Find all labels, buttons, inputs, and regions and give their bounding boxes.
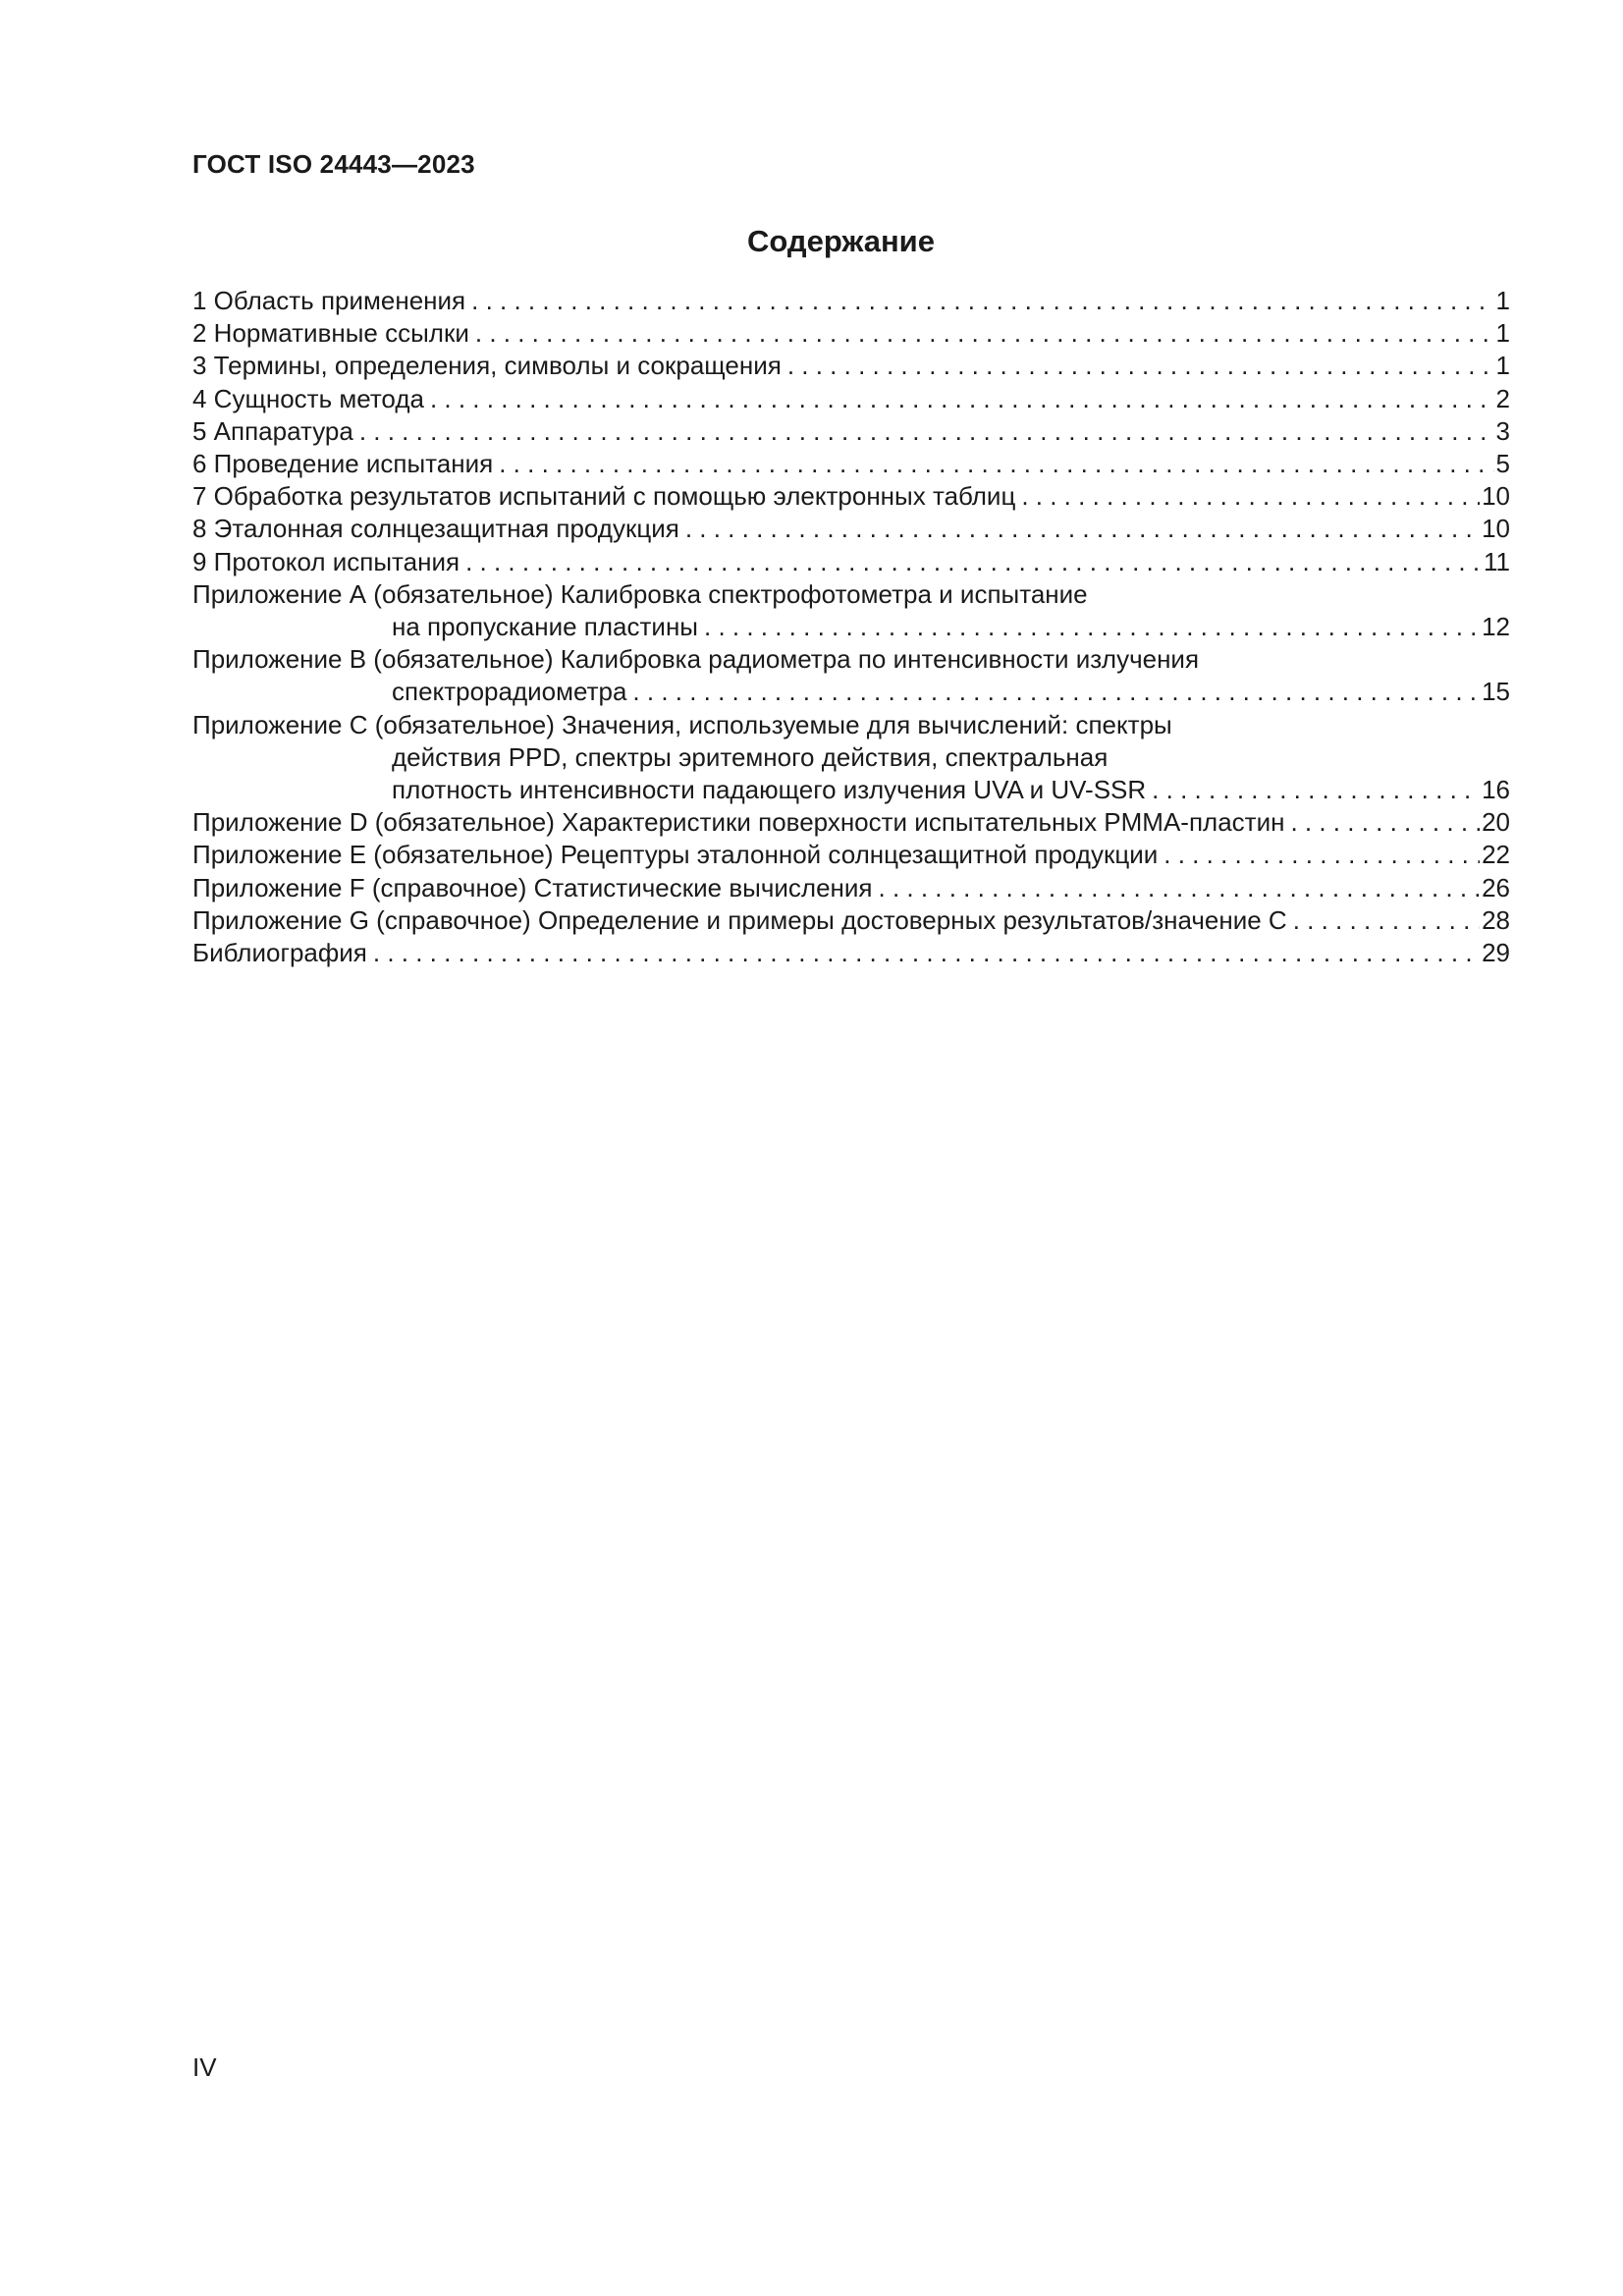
toc-entry[interactable] <box>192 513 1510 545</box>
toc-entry-text: 9 Протокол испытания <box>192 546 460 576</box>
toc-entry[interactable] <box>192 937 1510 969</box>
toc-entry-text: 6 Проведение испытания <box>192 449 494 479</box>
toc-entry-line <box>192 904 1510 937</box>
dot-leader <box>465 546 1482 578</box>
toc-page-number: 16 <box>1482 775 1510 805</box>
table-of-contents <box>192 285 1510 969</box>
toc-entry-text: Приложение G (справочное) Определение и примеры достоверных результатов/значение С <box>192 904 1287 935</box>
toc-entry-line <box>192 480 1510 513</box>
toc-entry[interactable] <box>192 448 1510 480</box>
toc-entry-line <box>192 448 1510 480</box>
toc-page-number: 12 <box>1482 612 1510 642</box>
dot-leader <box>632 676 1480 708</box>
toc-entry-line <box>192 937 1510 969</box>
toc-page-number: 5 <box>1495 449 1510 479</box>
dot-leader <box>1021 480 1480 513</box>
toc-entry-line <box>192 317 1510 350</box>
toc-entry[interactable] <box>192 839 1510 871</box>
toc-entry[interactable] <box>192 480 1510 513</box>
toc-page-number: 22 <box>1482 840 1510 870</box>
toc-entry-text: 3 Термины, определения, символы и сокращения <box>192 351 782 381</box>
toc-entry[interactable] <box>192 546 1510 578</box>
page-number: IV <box>192 2052 217 2082</box>
toc-entry-text: плотность интенсивности падающего излучения UVA и UV-SSR <box>392 775 1147 805</box>
toc-entry-text: Приложение В (обязательное) Калибровка радиометра по интенсивности излучения <box>192 644 1200 675</box>
toc-entry-text: 7 Обработка результатов испытаний с помощью электронных таблиц <box>192 481 1016 512</box>
toc-entry[interactable] <box>192 643 1510 708</box>
toc-entry-text: Приложение Е (обязательное) Рецептуры эталонной солнцезащитной продукции <box>192 840 1159 870</box>
toc-entry[interactable] <box>192 904 1510 937</box>
toc-entry-line <box>192 839 1510 871</box>
toc-entry-line <box>192 513 1510 545</box>
toc-entry-line <box>192 676 1510 708</box>
toc-entry-line <box>192 774 1510 806</box>
toc-entry-line <box>192 383 1510 415</box>
toc-entry[interactable] <box>192 285 1510 317</box>
toc-entry-text: Приложение D (обязательное) Характеристики поверхности испытательных PMMA-пластин <box>192 807 1285 838</box>
toc-page-number: 1 <box>1495 351 1510 381</box>
dot-leader <box>359 415 1494 448</box>
toc-entry-text: Приложение С (обязательное) Значения, используемые для вычислений: спектры <box>192 709 1172 739</box>
toc-entry-line <box>192 546 1510 578</box>
toc-entry-text: действия PPD, спектры эритемного действия, спектральная <box>392 741 1109 772</box>
toc-entry[interactable] <box>192 709 1510 807</box>
toc-page-number: 11 <box>1484 546 1510 576</box>
toc-entry[interactable] <box>192 872 1510 904</box>
toc-entry-line <box>192 709 1510 741</box>
toc-entry[interactable] <box>192 383 1510 415</box>
dot-leader <box>1163 839 1480 871</box>
toc-entry[interactable] <box>192 806 1510 839</box>
dot-leader <box>475 317 1494 350</box>
toc-entry-line <box>192 806 1510 839</box>
page-title: Содержание <box>747 224 935 258</box>
toc-entry[interactable] <box>192 350 1510 382</box>
toc-entry-text: на пропускание пластины <box>392 612 698 642</box>
toc-page-number: 20 <box>1482 807 1510 838</box>
dot-leader <box>471 285 1493 317</box>
toc-entry-text: 1 Область применения <box>192 286 466 315</box>
toc-entry-line <box>192 643 1510 676</box>
toc-entry-line <box>192 415 1510 448</box>
toc-entry-text: спектрорадиометра <box>392 677 627 707</box>
toc-page-number: 15 <box>1482 677 1510 707</box>
dot-leader <box>685 513 1480 545</box>
document-header: ГОСТ ISO 24443—2023 <box>192 149 475 179</box>
dot-leader <box>1290 806 1480 839</box>
toc-page-number: 1 <box>1495 318 1510 349</box>
toc-entry-line <box>192 611 1510 643</box>
toc-entry-text: Приложение А (обязательное) Калибровка спектрофотометра и испытание <box>192 578 1088 609</box>
toc-entry-text: Библиография <box>192 938 367 968</box>
toc-page-number: 29 <box>1482 938 1510 968</box>
toc-entry-text: Приложение F (справочное) Статистические вычисления <box>192 872 873 902</box>
toc-page-number: 10 <box>1482 514 1510 544</box>
dot-leader <box>1152 774 1480 806</box>
dot-leader <box>373 937 1480 969</box>
dot-leader <box>787 350 1494 382</box>
toc-entry[interactable] <box>192 578 1510 643</box>
toc-page-number: 3 <box>1495 415 1510 446</box>
toc-page-number: 1 <box>1495 286 1510 315</box>
toc-page-number: 2 <box>1495 383 1510 413</box>
dot-leader <box>704 611 1480 643</box>
toc-entry[interactable] <box>192 415 1510 448</box>
toc-entry-line <box>192 285 1510 317</box>
toc-entry-line <box>192 741 1510 774</box>
dot-leader <box>499 448 1493 480</box>
toc-page-number: 26 <box>1482 872 1510 902</box>
toc-entry-text: 4 Сущность метода <box>192 383 424 413</box>
toc-entry-text: 8 Эталонная солнцезащитная продукция <box>192 514 679 544</box>
toc-entry-line <box>192 578 1510 611</box>
toc-entry-line <box>192 872 1510 904</box>
dot-leader <box>879 872 1481 904</box>
toc-entry-text: 5 Аппаратура <box>192 415 353 446</box>
toc-entry-line <box>192 350 1510 382</box>
toc-entry[interactable] <box>192 317 1510 350</box>
dot-leader <box>1293 904 1480 937</box>
toc-entry-text: 2 Нормативные ссылки <box>192 318 469 349</box>
toc-page-number: 10 <box>1482 481 1510 512</box>
dot-leader <box>430 383 1494 415</box>
toc-page-number: 28 <box>1482 904 1510 935</box>
